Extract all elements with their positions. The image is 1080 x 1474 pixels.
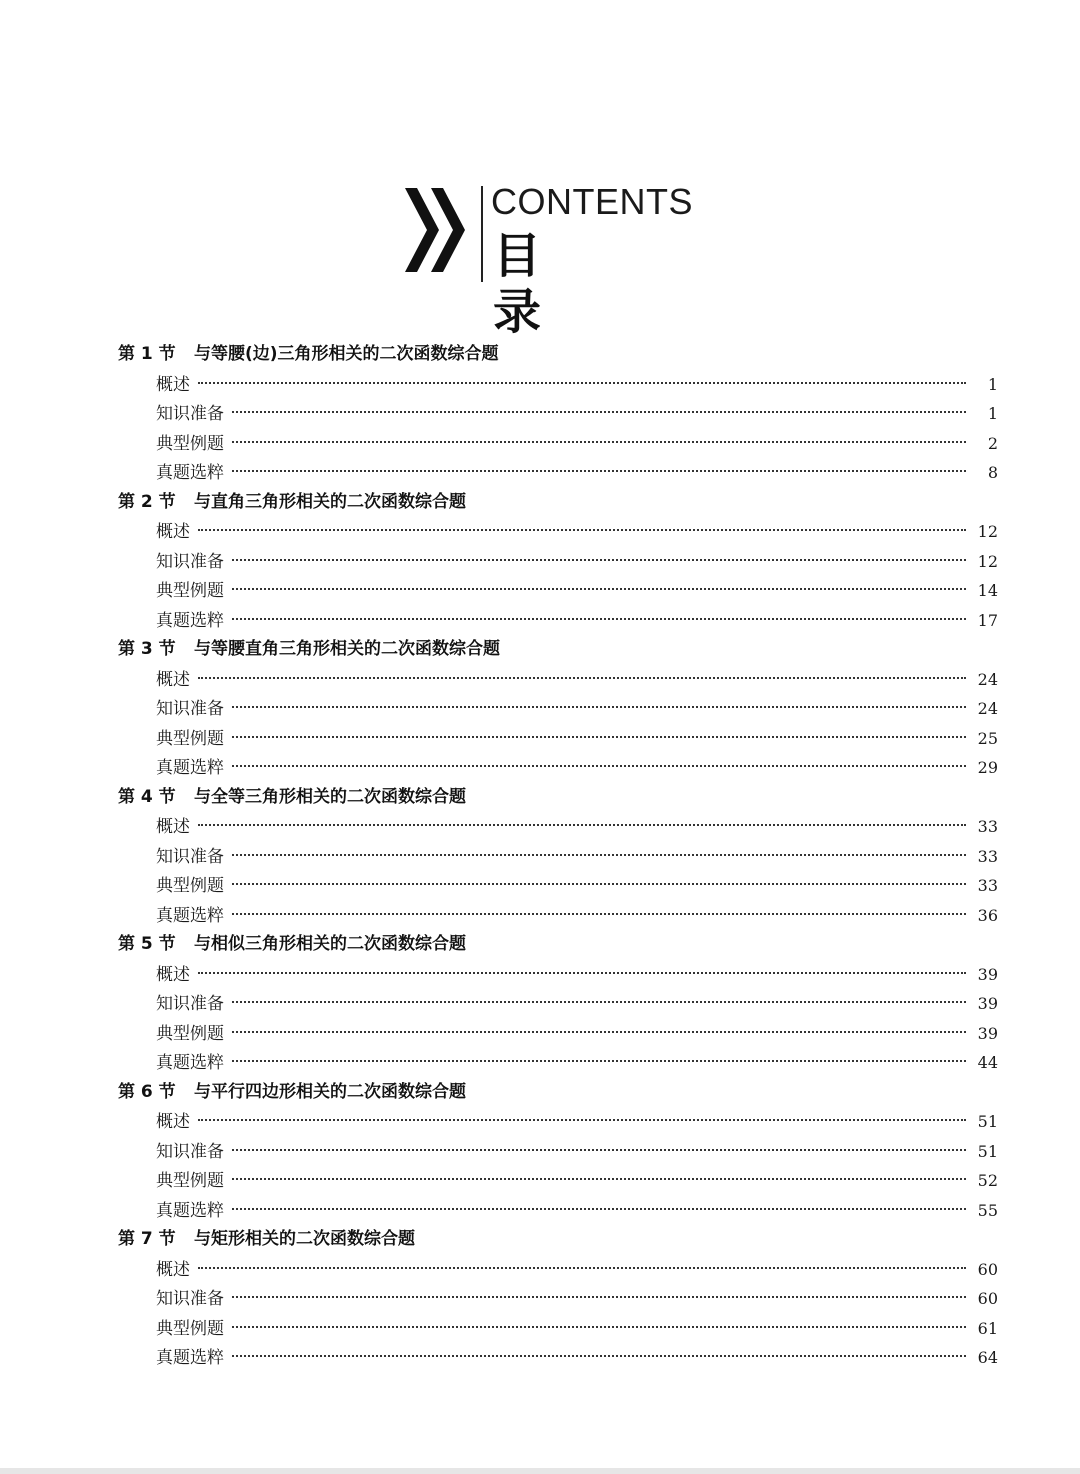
entry-label: 典型例题 — [156, 1171, 224, 1191]
section-title: 与矩形相关的二次函数综合题 — [194, 1229, 415, 1249]
toc-entry[interactable] — [118, 1196, 998, 1226]
section-title: 与全等三角形相关的二次函数综合题 — [194, 786, 466, 807]
dot-leader — [232, 1355, 966, 1357]
section-heading[interactable] — [118, 930, 998, 960]
toc-entry[interactable] — [118, 812, 998, 842]
page-number: 39 — [977, 994, 998, 1013]
entry-label: 典型例题 — [156, 581, 224, 601]
section-title: 与等腰(边)三角形相关的二次函数综合题 — [194, 344, 499, 364]
page-number: 39 — [977, 1023, 998, 1043]
page-number: 33 — [977, 817, 998, 836]
dot-leader — [232, 411, 966, 413]
double-chevron-icon — [405, 188, 475, 272]
section-number: 第 3 节 — [118, 639, 176, 659]
dot-leader — [198, 824, 966, 826]
section-heading[interactable] — [118, 1225, 998, 1255]
toc-entry[interactable] — [118, 724, 998, 754]
table-of-contents — [118, 340, 998, 1373]
entry-label: 真题选粹 — [156, 1053, 224, 1073]
toc-entry[interactable] — [118, 576, 998, 606]
entry-label: 知识准备 — [156, 551, 224, 572]
toc-entry[interactable] — [118, 517, 998, 547]
toc-entry[interactable] — [118, 1255, 998, 1285]
toc-entry[interactable] — [118, 399, 998, 429]
header-divider — [481, 186, 483, 282]
entry-label: 概述 — [156, 522, 190, 542]
page-number: 55 — [977, 1200, 998, 1220]
toc-section — [118, 1078, 998, 1226]
entry-label: 概述 — [156, 817, 190, 837]
toc-entry[interactable] — [118, 1343, 998, 1373]
entry-label: 概述 — [156, 1112, 190, 1132]
entry-label: 知识准备 — [156, 1141, 224, 1162]
entry-label: 概述 — [156, 1259, 190, 1280]
page-number: 39 — [977, 964, 998, 984]
page-number: 24 — [977, 669, 998, 689]
page-title: 目 录 — [493, 228, 674, 340]
entry-label: 典型例题 — [156, 1318, 224, 1339]
section-title: 与直角三角形相关的二次函数综合题 — [194, 491, 466, 512]
toc-section — [118, 635, 998, 783]
page-number: 1 — [987, 404, 998, 423]
toc-entry[interactable] — [118, 458, 998, 488]
entry-label: 知识准备 — [156, 994, 224, 1014]
page-number: 52 — [977, 1171, 998, 1190]
page-number: 44 — [977, 1053, 998, 1072]
page-number: 33 — [977, 876, 998, 895]
page-number: 17 — [977, 610, 998, 630]
entry-label: 知识准备 — [156, 846, 224, 867]
dot-leader — [232, 736, 966, 738]
section-number: 第 7 节 — [118, 1229, 176, 1249]
dot-leader — [232, 559, 966, 561]
dot-leader — [198, 529, 966, 531]
dot-leader — [198, 1119, 966, 1121]
section-heading[interactable] — [118, 783, 998, 813]
entry-label: 知识准备 — [156, 1289, 224, 1309]
section-number: 第 5 节 — [118, 934, 176, 954]
entry-label: 典型例题 — [156, 728, 224, 749]
contents-label: CONTENTS — [491, 181, 693, 222]
toc-section — [118, 1225, 998, 1373]
section-number: 第 1 节 — [118, 344, 176, 364]
toc-entry[interactable] — [118, 429, 998, 459]
entry-label: 概述 — [156, 669, 190, 690]
dot-leader — [232, 854, 966, 856]
toc-entry[interactable] — [118, 753, 998, 783]
toc-entry[interactable] — [118, 960, 998, 990]
toc-entry[interactable] — [118, 1314, 998, 1344]
toc-entry[interactable] — [118, 606, 998, 636]
entry-label: 真题选粹 — [156, 1348, 224, 1368]
dot-leader — [232, 1296, 966, 1298]
section-heading[interactable] — [118, 635, 998, 665]
toc-entry[interactable] — [118, 1019, 998, 1049]
section-number: 第 6 节 — [118, 1081, 176, 1102]
entry-label: 真题选粹 — [156, 905, 224, 926]
page-bottom-edge — [0, 1468, 1080, 1474]
dot-leader — [232, 1031, 966, 1033]
section-title: 与平行四边形相关的二次函数综合题 — [194, 1081, 466, 1102]
entry-label: 概述 — [156, 964, 190, 985]
dot-leader — [198, 677, 966, 679]
dot-leader — [232, 1060, 966, 1062]
toc-section — [118, 488, 998, 636]
toc-entry[interactable] — [118, 1048, 998, 1078]
entry-label: 真题选粹 — [156, 463, 224, 483]
section-title: 与等腰直角三角形相关的二次函数综合题 — [194, 639, 500, 659]
page-number: 51 — [977, 1112, 998, 1131]
dot-leader — [232, 470, 966, 472]
toc-entry[interactable] — [118, 1137, 998, 1167]
toc-entry[interactable] — [118, 1166, 998, 1196]
page-number: 8 — [987, 463, 998, 482]
dot-leader — [232, 765, 966, 767]
toc-entry[interactable] — [118, 842, 998, 872]
entry-label: 典型例题 — [156, 433, 224, 454]
page-number: 51 — [977, 1141, 998, 1161]
page-number: 1 — [987, 374, 998, 394]
dot-leader — [198, 1267, 966, 1269]
page-number: 60 — [977, 1259, 998, 1279]
toc-entry[interactable] — [118, 901, 998, 931]
toc-section — [118, 930, 998, 1078]
section-number: 第 4 节 — [118, 786, 176, 807]
page-number: 2 — [987, 433, 998, 453]
dot-leader — [232, 1149, 966, 1151]
toc-section — [118, 783, 998, 931]
page-number: 36 — [977, 905, 998, 925]
dot-leader — [232, 441, 966, 443]
page-number: 12 — [977, 551, 998, 571]
toc-entry[interactable] — [118, 370, 998, 400]
dot-leader — [198, 382, 966, 384]
section-title: 与相似三角形相关的二次函数综合题 — [194, 934, 466, 954]
entry-label: 真题选粹 — [156, 610, 224, 631]
dot-leader — [232, 1001, 966, 1003]
dot-leader — [232, 618, 966, 620]
dot-leader — [232, 706, 966, 708]
dot-leader — [232, 588, 966, 590]
page-number: 25 — [977, 728, 998, 748]
entry-label: 典型例题 — [156, 1023, 224, 1044]
entry-label: 典型例题 — [156, 876, 224, 896]
entry-label: 真题选粹 — [156, 758, 224, 778]
page-number: 24 — [977, 699, 998, 718]
page-number: 60 — [977, 1289, 998, 1308]
toc-entry[interactable] — [118, 1107, 998, 1137]
dot-leader — [232, 883, 966, 885]
dot-leader — [232, 1178, 966, 1180]
toc-entry[interactable] — [118, 989, 998, 1019]
toc-entry[interactable] — [118, 871, 998, 901]
entry-label: 真题选粹 — [156, 1200, 224, 1221]
section-number: 第 2 节 — [118, 491, 176, 512]
dot-leader — [198, 972, 966, 974]
page-number: 12 — [977, 522, 998, 541]
entry-label: 知识准备 — [156, 699, 224, 719]
dot-leader — [232, 1208, 966, 1210]
toc-entry[interactable] — [118, 1284, 998, 1314]
section-heading[interactable] — [118, 488, 998, 518]
toc-entry[interactable] — [118, 547, 998, 577]
entry-label: 概述 — [156, 374, 190, 395]
section-heading[interactable] — [118, 1078, 998, 1108]
dot-leader — [232, 913, 966, 915]
page-number: 14 — [977, 581, 998, 600]
contents-header — [405, 181, 725, 340]
toc-entry[interactable] — [118, 694, 998, 724]
entry-label: 知识准备 — [156, 404, 224, 424]
page-number: 33 — [977, 846, 998, 866]
dot-leader — [232, 1326, 966, 1328]
page-number: 64 — [977, 1348, 998, 1367]
section-heading[interactable] — [118, 340, 998, 370]
toc-section — [118, 340, 998, 488]
page-number: 29 — [977, 758, 998, 777]
toc-entry[interactable] — [118, 665, 998, 695]
page-number: 61 — [977, 1318, 998, 1338]
